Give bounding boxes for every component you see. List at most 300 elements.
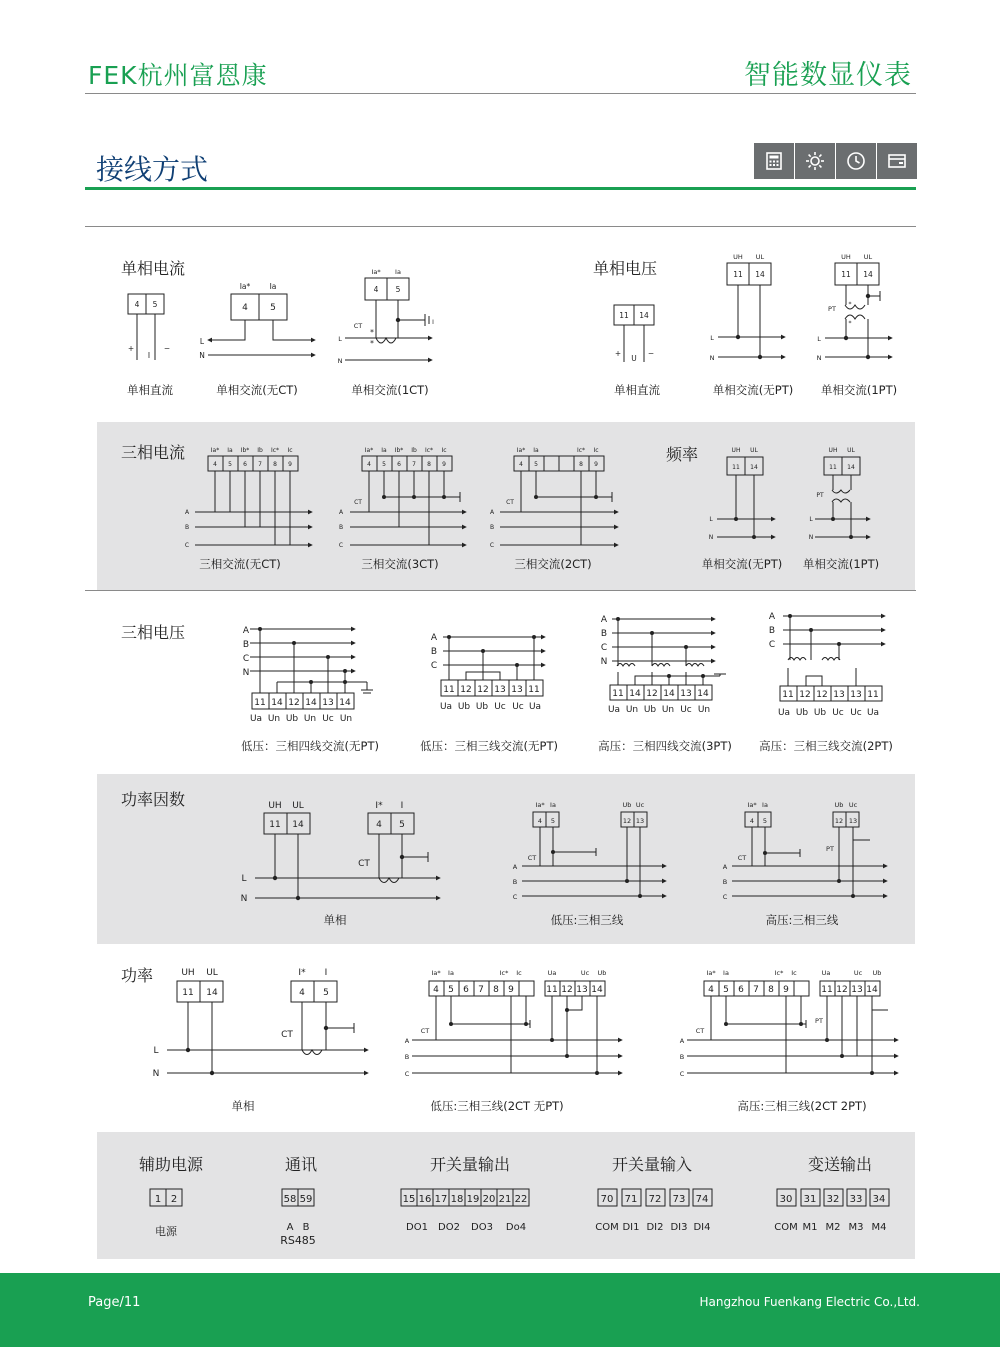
svg-text:UH: UH (828, 447, 838, 454)
terminal-label: DO1 (406, 1222, 428, 1233)
document-title: 智能数显仪表 (744, 60, 912, 91)
svg-text:C: C (768, 640, 776, 650)
svg-text:Uc: Uc (635, 801, 645, 809)
diagram-caption: 单相交流(1PT) (820, 383, 898, 397)
terminal-label: M2 (825, 1222, 841, 1233)
svg-text:11: 11 (528, 685, 540, 695)
svg-text:4: 4 (749, 817, 755, 825)
svg-text:Ic: Ic (441, 447, 447, 454)
svg-text:8: 8 (493, 985, 499, 995)
terminal-label: DI2 (646, 1222, 664, 1233)
svg-text:A: A (768, 612, 776, 622)
svg-text:A: A (242, 626, 250, 636)
svg-text:14: 14 (339, 698, 351, 708)
comm-protocol: RS485 (280, 1234, 316, 1247)
svg-text:N: N (337, 357, 343, 365)
terminal-label: DI3 (670, 1222, 688, 1233)
svg-text:L: L (199, 337, 205, 346)
svg-text:Ub: Ub (285, 714, 299, 724)
svg-text:A: A (679, 1037, 685, 1045)
svg-text:5: 5 (395, 285, 401, 294)
svg-text:12: 12 (646, 689, 658, 699)
svg-text:UL: UL (863, 253, 873, 261)
svg-text:I: I (324, 968, 328, 978)
svg-text:A: A (600, 615, 608, 625)
svg-text:C: C (600, 643, 608, 653)
diagram-caption: 低压:三相三线(2CT 无PT) (430, 1099, 564, 1113)
svg-text:Ia*: Ia* (535, 801, 545, 809)
svg-text:11: 11 (443, 685, 455, 695)
svg-text:Ia: Ia (723, 969, 729, 977)
svg-text:Ic*: Ic* (424, 447, 434, 454)
svg-text:12: 12 (477, 685, 489, 695)
svg-text:5: 5 (228, 461, 232, 468)
terminal-number: 15 (402, 1194, 416, 1205)
svg-text:Ub: Ub (872, 969, 882, 977)
svg-text:9: 9 (594, 461, 598, 468)
terminal-label: DI1 (622, 1222, 640, 1233)
svg-text:C: C (512, 893, 518, 901)
svg-text:B: B (679, 1053, 685, 1061)
svg-text:*: * (370, 328, 374, 337)
group-title-three-voltage: 三相电压 (121, 623, 186, 642)
svg-text:5: 5 (762, 817, 768, 825)
svg-text:Ic: Ic (791, 969, 797, 977)
svg-text:7: 7 (753, 985, 759, 995)
svg-text:13: 13 (322, 698, 334, 708)
section-title: 接线方式 (96, 153, 209, 186)
svg-text:A: A (184, 509, 190, 516)
svg-text:Ic: Ic (593, 447, 599, 454)
aux-title-transmit: 变送输出 (807, 1155, 873, 1174)
svg-text:11: 11 (841, 270, 851, 279)
diagram-caption: 高压:三相三线 (765, 913, 839, 927)
company-name: Hangzhou Fuenkang Electric Co.,Ltd. (699, 1295, 920, 1309)
svg-text:Ic*: Ic* (774, 969, 784, 977)
aux-title-comm: 通讯 (284, 1155, 318, 1174)
svg-text:Ua: Ua (777, 708, 791, 718)
svg-text:Uc: Uc (494, 702, 506, 712)
svg-text:8: 8 (273, 461, 277, 468)
svg-text:12: 12 (460, 685, 472, 695)
svg-text:11: 11 (821, 985, 833, 995)
svg-text:12: 12 (799, 690, 811, 700)
terminal-label: A (286, 1222, 294, 1233)
group-title-power-factor: 功率因数 (121, 790, 186, 809)
svg-text:13: 13 (833, 690, 845, 700)
svg-text:12: 12 (561, 985, 573, 995)
svg-text:I: I (147, 351, 151, 360)
svg-text:13: 13 (848, 817, 858, 825)
svg-text:Ia: Ia (550, 801, 556, 809)
svg-text:Ub: Ub (622, 801, 632, 809)
aux-title-switch-out: 开关量输出 (429, 1155, 511, 1174)
group-title-power: 功率 (121, 966, 154, 985)
svg-text:Ub: Ub (475, 702, 489, 712)
svg-text:4: 4 (373, 285, 379, 294)
svg-text:Un: Un (303, 714, 317, 724)
svg-text:Un: Un (697, 705, 711, 715)
svg-text:UL: UL (847, 447, 855, 454)
terminal-number: 33 (849, 1194, 863, 1205)
svg-text:4: 4 (242, 303, 248, 313)
svg-text:7: 7 (412, 461, 416, 468)
svg-text:L: L (153, 1046, 159, 1056)
svg-text:7: 7 (258, 461, 262, 468)
diagram-caption: 三相交流(3CT) (361, 557, 439, 571)
terminal-label: M1 (802, 1222, 818, 1233)
svg-text:B: B (404, 1053, 410, 1061)
terminal-label: DO2 (438, 1222, 460, 1233)
svg-text:Uc: Uc (853, 969, 863, 977)
svg-text:5: 5 (534, 461, 538, 468)
terminal-number: 22 (514, 1194, 528, 1205)
terminal-number: 16 (418, 1194, 432, 1205)
svg-text:Ia*: Ia* (747, 801, 757, 809)
svg-text:14: 14 (697, 689, 709, 699)
svg-text:5: 5 (399, 820, 405, 830)
svg-text:9: 9 (508, 985, 514, 995)
svg-text:Uc: Uc (680, 705, 692, 715)
svg-text:N: N (600, 657, 608, 667)
terminal-number: 18 (450, 1194, 464, 1205)
terminal-label: M3 (848, 1222, 864, 1233)
svg-text:B: B (512, 878, 518, 886)
svg-text:14: 14 (755, 270, 765, 279)
svg-text:9: 9 (288, 461, 292, 468)
terminal-number: 59 (299, 1194, 313, 1205)
svg-text:Ub: Ub (813, 708, 827, 718)
svg-text:11: 11 (732, 464, 740, 471)
svg-text:9: 9 (442, 461, 446, 468)
svg-text:I: I (400, 801, 404, 811)
svg-text:N: N (709, 354, 715, 362)
svg-text:Ia*: Ia* (431, 969, 441, 977)
svg-text:Ia: Ia (381, 447, 387, 454)
svg-text:Ia*: Ia* (516, 447, 526, 454)
svg-text:L: L (338, 335, 342, 343)
svg-text:Ia: Ia (762, 801, 768, 809)
svg-text:Ib: Ib (257, 447, 263, 454)
terminal-number: 30 (779, 1194, 793, 1205)
svg-text:Ia*: Ia* (364, 447, 374, 454)
svg-text:Uc: Uc (580, 969, 590, 977)
svg-text:Ia: Ia (533, 447, 539, 454)
svg-text:14: 14 (847, 464, 855, 471)
svg-text:5: 5 (152, 300, 158, 309)
svg-text:5: 5 (270, 303, 276, 313)
diagram-caption: 单相直流 (127, 383, 173, 397)
diagram-caption: 高压：三相三线交流(2PT) (759, 739, 893, 753)
svg-text:13: 13 (635, 817, 645, 825)
svg-text:Uc: Uc (322, 714, 334, 724)
svg-text:Ub: Ub (643, 705, 657, 715)
svg-text:8: 8 (579, 461, 583, 468)
svg-text:13: 13 (851, 985, 863, 995)
svg-text:14: 14 (629, 689, 641, 699)
svg-text:CT: CT (506, 499, 514, 506)
svg-text:14: 14 (591, 985, 603, 995)
svg-text:Ia: Ia (269, 282, 277, 291)
svg-text:6: 6 (397, 461, 401, 468)
svg-text:Ia: Ia (448, 969, 454, 977)
svg-text:CT: CT (695, 1027, 705, 1035)
svg-text:Ic*: Ic* (270, 447, 280, 454)
svg-text:+: + (127, 344, 135, 353)
svg-text:C: C (242, 654, 250, 664)
svg-text:UH: UH (268, 801, 282, 811)
svg-text:N: N (240, 894, 248, 904)
svg-text:CT: CT (358, 859, 370, 869)
svg-text:14: 14 (663, 689, 675, 699)
svg-text:11: 11 (612, 689, 624, 699)
svg-text:UL: UL (206, 968, 218, 978)
svg-text:Ua: Ua (547, 969, 557, 977)
svg-text:Ia*: Ia* (210, 447, 220, 454)
svg-text:L: L (710, 334, 714, 342)
svg-text:+: + (614, 349, 622, 358)
terminal-label: 电源 (155, 1225, 177, 1238)
svg-text:A: A (338, 509, 344, 516)
svg-text:B: B (338, 524, 344, 531)
svg-text:A: A (404, 1037, 410, 1045)
terminal-number: 21 (498, 1194, 512, 1205)
svg-text:N: N (708, 534, 714, 541)
terminal-label: DI4 (693, 1222, 711, 1233)
svg-text:11: 11 (254, 698, 266, 708)
diagram-caption: 三相交流(2CT) (514, 557, 592, 571)
svg-text:C: C (184, 542, 190, 549)
svg-text:5: 5 (323, 988, 329, 998)
svg-text:A: A (430, 633, 438, 643)
svg-text:Ua: Ua (528, 702, 542, 712)
diagram-caption: 单相直流 (614, 383, 660, 397)
svg-text:UL: UL (750, 447, 758, 454)
svg-text:14: 14 (863, 270, 873, 279)
diagram-caption: 单相交流(无PT) (712, 383, 794, 397)
svg-text:UL: UL (292, 801, 304, 811)
svg-text:11: 11 (546, 985, 558, 995)
terminal-label: COM (595, 1222, 619, 1233)
svg-text:Ic*: Ic* (576, 447, 586, 454)
svg-text:B: B (242, 640, 250, 650)
svg-text:14: 14 (206, 988, 218, 998)
terminal-number: 31 (803, 1194, 817, 1205)
svg-text:4: 4 (537, 817, 543, 825)
svg-text:C: C (430, 661, 438, 671)
svg-text:C: C (489, 542, 495, 549)
svg-text:PT: PT (816, 492, 824, 499)
svg-text:A: A (489, 509, 495, 516)
terminal-number: 20 (482, 1194, 496, 1205)
svg-text:Ia*: Ia* (371, 268, 381, 276)
svg-text:*: * (848, 320, 852, 327)
svg-text:−: − (163, 344, 171, 353)
diagram-caption: 单相交流(1CT) (351, 383, 429, 397)
svg-text:N: N (816, 354, 822, 362)
svg-text:L: L (709, 516, 713, 523)
diagram-caption: 单相交流(1PT) (802, 557, 880, 571)
svg-text:Uc: Uc (832, 708, 844, 718)
svg-text:11: 11 (269, 820, 281, 830)
svg-text:Ia: Ia (227, 447, 233, 454)
terminal-number: 19 (466, 1194, 480, 1205)
svg-text:12: 12 (288, 698, 300, 708)
diagram-caption: 低压：三相四线交流(无PT) (241, 739, 379, 753)
svg-text:14: 14 (292, 820, 304, 830)
svg-text:4: 4 (376, 820, 382, 830)
diagram-caption: 三相交流(无CT) (199, 557, 281, 571)
svg-text:Ua: Ua (821, 969, 831, 977)
terminal-label: COM (774, 1222, 798, 1233)
svg-text:L: L (817, 335, 821, 343)
terminal-number: 1 (154, 1194, 162, 1205)
svg-text:Ua: Ua (866, 708, 880, 718)
group-title-single-voltage: 单相电压 (593, 259, 658, 278)
svg-text:−: − (647, 349, 655, 358)
svg-text:N: N (242, 668, 250, 678)
svg-text:Un: Un (625, 705, 639, 715)
svg-text:C: C (338, 542, 344, 549)
svg-text:11: 11 (733, 270, 743, 279)
diagram-caption: 单相交流(无CT) (216, 383, 298, 397)
svg-text:11: 11 (829, 464, 837, 471)
diagram-caption: 单相 (323, 913, 347, 927)
svg-text:5: 5 (382, 461, 386, 468)
terminal-number: 32 (826, 1194, 840, 1205)
svg-text:B: B (600, 629, 608, 639)
svg-text:Ib*: Ib* (394, 447, 404, 454)
svg-text:4: 4 (299, 988, 305, 998)
svg-text:B: B (768, 626, 776, 636)
svg-text:Ib: Ib (411, 447, 417, 454)
terminal-number: 70 (600, 1194, 614, 1205)
svg-text:Ia: Ia (395, 268, 401, 276)
svg-text:CT: CT (281, 1030, 293, 1040)
svg-text:4: 4 (708, 985, 714, 995)
svg-text:CT: CT (354, 499, 362, 506)
group-title-three-current: 三相电流 (121, 443, 186, 462)
terminal-number: 71 (624, 1194, 638, 1205)
svg-text:CT: CT (737, 854, 747, 862)
svg-text:B: B (184, 524, 190, 531)
svg-text:14: 14 (866, 985, 878, 995)
svg-text:A: A (512, 863, 518, 871)
diagram-caption: 高压：三相四线交流(3PT) (598, 739, 732, 753)
svg-text:Uc: Uc (848, 801, 858, 809)
svg-text:B: B (722, 878, 728, 886)
svg-text:Ic*: Ic* (499, 969, 509, 977)
svg-text:13: 13 (680, 689, 692, 699)
svg-text:11: 11 (182, 988, 194, 998)
svg-text:Ub: Ub (795, 708, 809, 718)
terminal-label: B (302, 1222, 310, 1233)
group-title-single-current: 单相电流 (121, 259, 186, 278)
svg-text:Un: Un (267, 714, 281, 724)
svg-text:UH: UH (841, 253, 851, 261)
diagram-caption: 单相 (231, 1099, 255, 1113)
svg-text:12: 12 (834, 817, 844, 825)
svg-text:4: 4 (433, 985, 439, 995)
svg-text:Ua: Ua (607, 705, 621, 715)
brand-logo-text: FEK杭州富恩康 (88, 61, 268, 90)
svg-text:UH: UH (733, 253, 743, 261)
svg-text:U: U (631, 354, 637, 363)
svg-text:7: 7 (478, 985, 484, 995)
page-footer (0, 1273, 1000, 1347)
svg-text:9: 9 (783, 985, 789, 995)
svg-text:UH: UH (181, 968, 195, 978)
svg-text:13: 13 (850, 690, 862, 700)
svg-text:5: 5 (723, 985, 729, 995)
terminal-number: 58 (283, 1194, 297, 1205)
svg-text:PT: PT (828, 305, 836, 313)
svg-text:5: 5 (550, 817, 556, 825)
svg-text:8: 8 (768, 985, 774, 995)
svg-text:4: 4 (213, 461, 217, 468)
diagram-caption: 低压:三相三线 (550, 913, 624, 927)
svg-text:Ia*: Ia* (239, 282, 251, 291)
svg-text:11: 11 (782, 690, 794, 700)
svg-text:12: 12 (622, 817, 632, 825)
svg-text:*: * (370, 339, 374, 348)
svg-text:4: 4 (519, 461, 523, 468)
svg-text:14: 14 (639, 311, 649, 320)
svg-text:12: 12 (816, 690, 828, 700)
svg-text:13: 13 (576, 985, 588, 995)
terminal-label: DO3 (471, 1222, 493, 1233)
svg-text:C: C (722, 893, 728, 901)
svg-text:Ua: Ua (439, 702, 453, 712)
svg-text:Uc: Uc (512, 702, 524, 712)
terminal-number: 17 (434, 1194, 448, 1205)
svg-text:13: 13 (494, 685, 506, 695)
svg-text:PT: PT (815, 1017, 823, 1025)
svg-text:Ub: Ub (457, 702, 471, 712)
svg-text:B: B (489, 524, 495, 531)
svg-text:Uc: Uc (850, 708, 862, 718)
svg-text:Ib*: Ib* (240, 447, 250, 454)
svg-text:11: 11 (867, 690, 879, 700)
svg-text:UL: UL (755, 253, 765, 261)
svg-text:5: 5 (448, 985, 454, 995)
diagram-caption: 单相交流(无PT) (701, 557, 783, 571)
svg-text:I: I (432, 319, 434, 326)
svg-text:CT: CT (527, 854, 537, 862)
svg-text:Ic: Ic (287, 447, 293, 454)
svg-text:*: * (848, 301, 852, 308)
svg-text:4: 4 (134, 300, 140, 309)
svg-text:12: 12 (836, 985, 848, 995)
svg-text:B: B (430, 647, 438, 657)
svg-text:N: N (199, 351, 205, 360)
svg-text:11: 11 (619, 311, 629, 320)
terminal-number: 34 (872, 1194, 886, 1205)
svg-text:N: N (152, 1069, 160, 1079)
terminal-number: 73 (672, 1194, 686, 1205)
svg-text:UH: UH (731, 447, 741, 454)
page-number: Page/11 (88, 1295, 141, 1310)
svg-text:Ub: Ub (834, 801, 844, 809)
terminal-number: 72 (648, 1194, 662, 1205)
svg-text:14: 14 (750, 464, 758, 471)
svg-text:6: 6 (738, 985, 744, 995)
diagram-caption: 低压：三相三线交流(无PT) (420, 739, 558, 753)
terminal-label: Do4 (505, 1222, 527, 1233)
svg-text:Ua: Ua (249, 714, 263, 724)
svg-text:Ic: Ic (516, 969, 522, 977)
svg-text:Un: Un (661, 705, 675, 715)
